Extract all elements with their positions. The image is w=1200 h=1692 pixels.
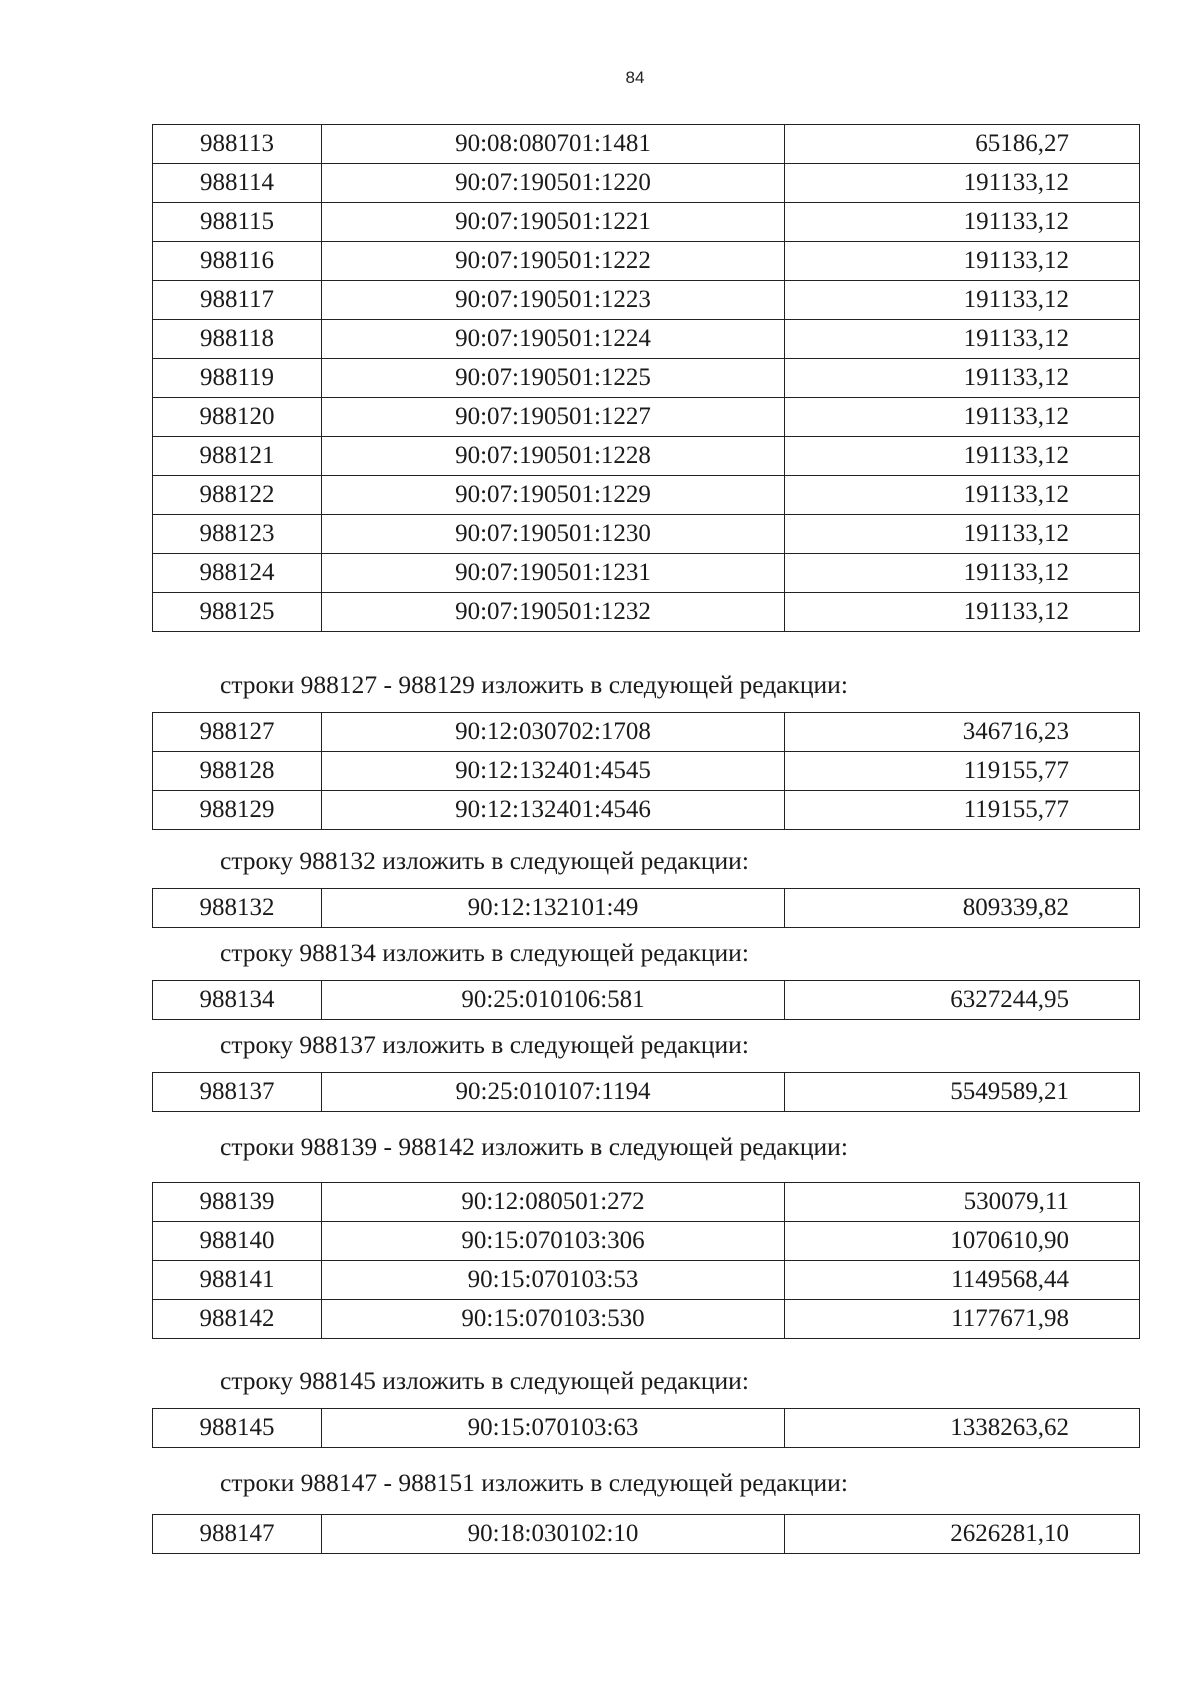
cadastral-number-cell: 90:07:190501:1227 [322, 398, 785, 437]
table-block-2 [152, 888, 1080, 928]
table-block-3 [152, 980, 1080, 1020]
value-cell: 191133,12 [785, 515, 1140, 554]
row-number-cell: 988117 [153, 281, 322, 320]
table-row [153, 242, 1140, 281]
value-cell: 1177671,98 [785, 1300, 1140, 1339]
value-cell: 2626281,10 [785, 1515, 1140, 1554]
cadastral-number-cell: 90:07:190501:1228 [322, 437, 785, 476]
row-number-cell: 988127 [153, 713, 322, 752]
row-number-cell: 988114 [153, 164, 322, 203]
data-table [152, 1072, 1140, 1112]
cadastral-number-cell: 90:08:080701:1481 [322, 125, 785, 164]
table-row [153, 713, 1140, 752]
section-caption: строку 988137 изложить в следующей редакции: [220, 1030, 749, 1059]
table-row [153, 281, 1140, 320]
value-cell: 191133,12 [785, 203, 1140, 242]
table-block-5 [152, 1182, 1080, 1339]
table-block-6 [152, 1408, 1080, 1448]
cadastral-number-cell: 90:12:132101:49 [322, 889, 785, 928]
row-number-cell: 988124 [153, 554, 322, 593]
value-cell: 191133,12 [785, 593, 1140, 632]
cadastral-number-cell: 90:15:070103:53 [322, 1261, 785, 1300]
cadastral-number-cell: 90:12:132401:4546 [322, 791, 785, 830]
table-row [153, 164, 1140, 203]
table-row [153, 593, 1140, 632]
table-row [153, 554, 1140, 593]
value-cell: 346716,23 [785, 713, 1140, 752]
cadastral-number-cell: 90:07:190501:1225 [322, 359, 785, 398]
cadastral-number-cell: 90:07:190501:1232 [322, 593, 785, 632]
cadastral-number-cell: 90:15:070103:63 [322, 1409, 785, 1448]
table-block-7 [152, 1514, 1080, 1554]
data-table [152, 124, 1140, 632]
value-cell: 191133,12 [785, 164, 1140, 203]
row-number-cell: 988123 [153, 515, 322, 554]
table-row [153, 125, 1140, 164]
table-row [153, 1515, 1140, 1554]
data-table [152, 1408, 1140, 1448]
row-number-cell: 988139 [153, 1183, 322, 1222]
value-cell: 530079,11 [785, 1183, 1140, 1222]
value-cell: 191133,12 [785, 242, 1140, 281]
value-cell: 1070610,90 [785, 1222, 1140, 1261]
value-cell: 809339,82 [785, 889, 1140, 928]
row-number-cell: 988142 [153, 1300, 322, 1339]
row-number-cell: 988129 [153, 791, 322, 830]
value-cell: 1149568,44 [785, 1261, 1140, 1300]
value-cell: 119155,77 [785, 791, 1140, 830]
data-table [152, 888, 1140, 928]
table-row [153, 320, 1140, 359]
value-cell: 191133,12 [785, 359, 1140, 398]
cadastral-number-cell: 90:12:080501:272 [322, 1183, 785, 1222]
row-number-cell: 988115 [153, 203, 322, 242]
section-caption: строки 988127 - 988129 изложить в следующей редакции: [220, 670, 848, 699]
value-cell: 119155,77 [785, 752, 1140, 791]
cadastral-number-cell: 90:12:030702:1708 [322, 713, 785, 752]
data-table [152, 712, 1140, 830]
cadastral-number-cell: 90:25:010106:581 [322, 981, 785, 1020]
page-number: 84 [625, 68, 645, 87]
table-row [153, 1300, 1140, 1339]
cadastral-number-cell: 90:07:190501:1220 [322, 164, 785, 203]
value-cell: 191133,12 [785, 398, 1140, 437]
row-number-cell: 988119 [153, 359, 322, 398]
cadastral-number-cell: 90:07:190501:1229 [322, 476, 785, 515]
data-table [152, 1182, 1140, 1339]
row-number-cell: 988113 [153, 125, 322, 164]
table-block-1 [152, 712, 1080, 830]
row-number-cell: 988137 [153, 1073, 322, 1112]
row-number-cell: 988147 [153, 1515, 322, 1554]
cadastral-number-cell: 90:07:190501:1224 [322, 320, 785, 359]
table-row [153, 359, 1140, 398]
value-cell: 5549589,21 [785, 1073, 1140, 1112]
value-cell: 191133,12 [785, 554, 1140, 593]
table-row [153, 203, 1140, 242]
row-number-cell: 988118 [153, 320, 322, 359]
data-table [152, 1514, 1140, 1554]
row-number-cell: 988134 [153, 981, 322, 1020]
table-row [153, 889, 1140, 928]
cadastral-number-cell: 90:07:190501:1230 [322, 515, 785, 554]
value-cell: 191133,12 [785, 476, 1140, 515]
table-row [153, 1073, 1140, 1112]
data-table [152, 980, 1140, 1020]
value-cell: 191133,12 [785, 437, 1140, 476]
row-number-cell: 988128 [153, 752, 322, 791]
row-number-cell: 988132 [153, 889, 322, 928]
table-row [153, 515, 1140, 554]
row-number-cell: 988120 [153, 398, 322, 437]
table-row [153, 1409, 1140, 1448]
table-row [153, 791, 1140, 830]
section-caption: строку 988145 изложить в следующей редакции: [220, 1366, 749, 1395]
table-row [153, 476, 1140, 515]
table-row [153, 981, 1140, 1020]
cadastral-number-cell: 90:07:190501:1221 [322, 203, 785, 242]
row-number-cell: 988141 [153, 1261, 322, 1300]
table-row [153, 1183, 1140, 1222]
value-cell: 191133,12 [785, 281, 1140, 320]
table-block-0 [152, 124, 1080, 632]
cadastral-number-cell: 90:07:190501:1231 [322, 554, 785, 593]
table-row [153, 1261, 1140, 1300]
row-number-cell: 988145 [153, 1409, 322, 1448]
table-row [153, 1222, 1140, 1261]
table-row [153, 752, 1140, 791]
cadastral-number-cell: 90:18:030102:10 [322, 1515, 785, 1554]
cadastral-number-cell: 90:07:190501:1222 [322, 242, 785, 281]
row-number-cell: 988140 [153, 1222, 322, 1261]
row-number-cell: 988125 [153, 593, 322, 632]
section-caption: строку 988132 изложить в следующей редакции: [220, 846, 749, 875]
cadastral-number-cell: 90:25:010107:1194 [322, 1073, 785, 1112]
value-cell: 1338263,62 [785, 1409, 1140, 1448]
cadastral-number-cell: 90:12:132401:4545 [322, 752, 785, 791]
value-cell: 65186,27 [785, 125, 1140, 164]
cadastral-number-cell: 90:15:070103:306 [322, 1222, 785, 1261]
section-caption: строки 988147 - 988151 изложить в следующей редакции: [220, 1468, 848, 1497]
cadastral-number-cell: 90:15:070103:530 [322, 1300, 785, 1339]
table-row [153, 398, 1140, 437]
value-cell: 6327244,95 [785, 981, 1140, 1020]
value-cell: 191133,12 [785, 320, 1140, 359]
row-number-cell: 988121 [153, 437, 322, 476]
row-number-cell: 988122 [153, 476, 322, 515]
section-caption: строку 988134 изложить в следующей редакции: [220, 938, 749, 967]
cadastral-number-cell: 90:07:190501:1223 [322, 281, 785, 320]
row-number-cell: 988116 [153, 242, 322, 281]
table-row [153, 437, 1140, 476]
section-caption: строки 988139 - 988142 изложить в следующей редакции: [220, 1132, 848, 1161]
table-block-4 [152, 1072, 1080, 1112]
